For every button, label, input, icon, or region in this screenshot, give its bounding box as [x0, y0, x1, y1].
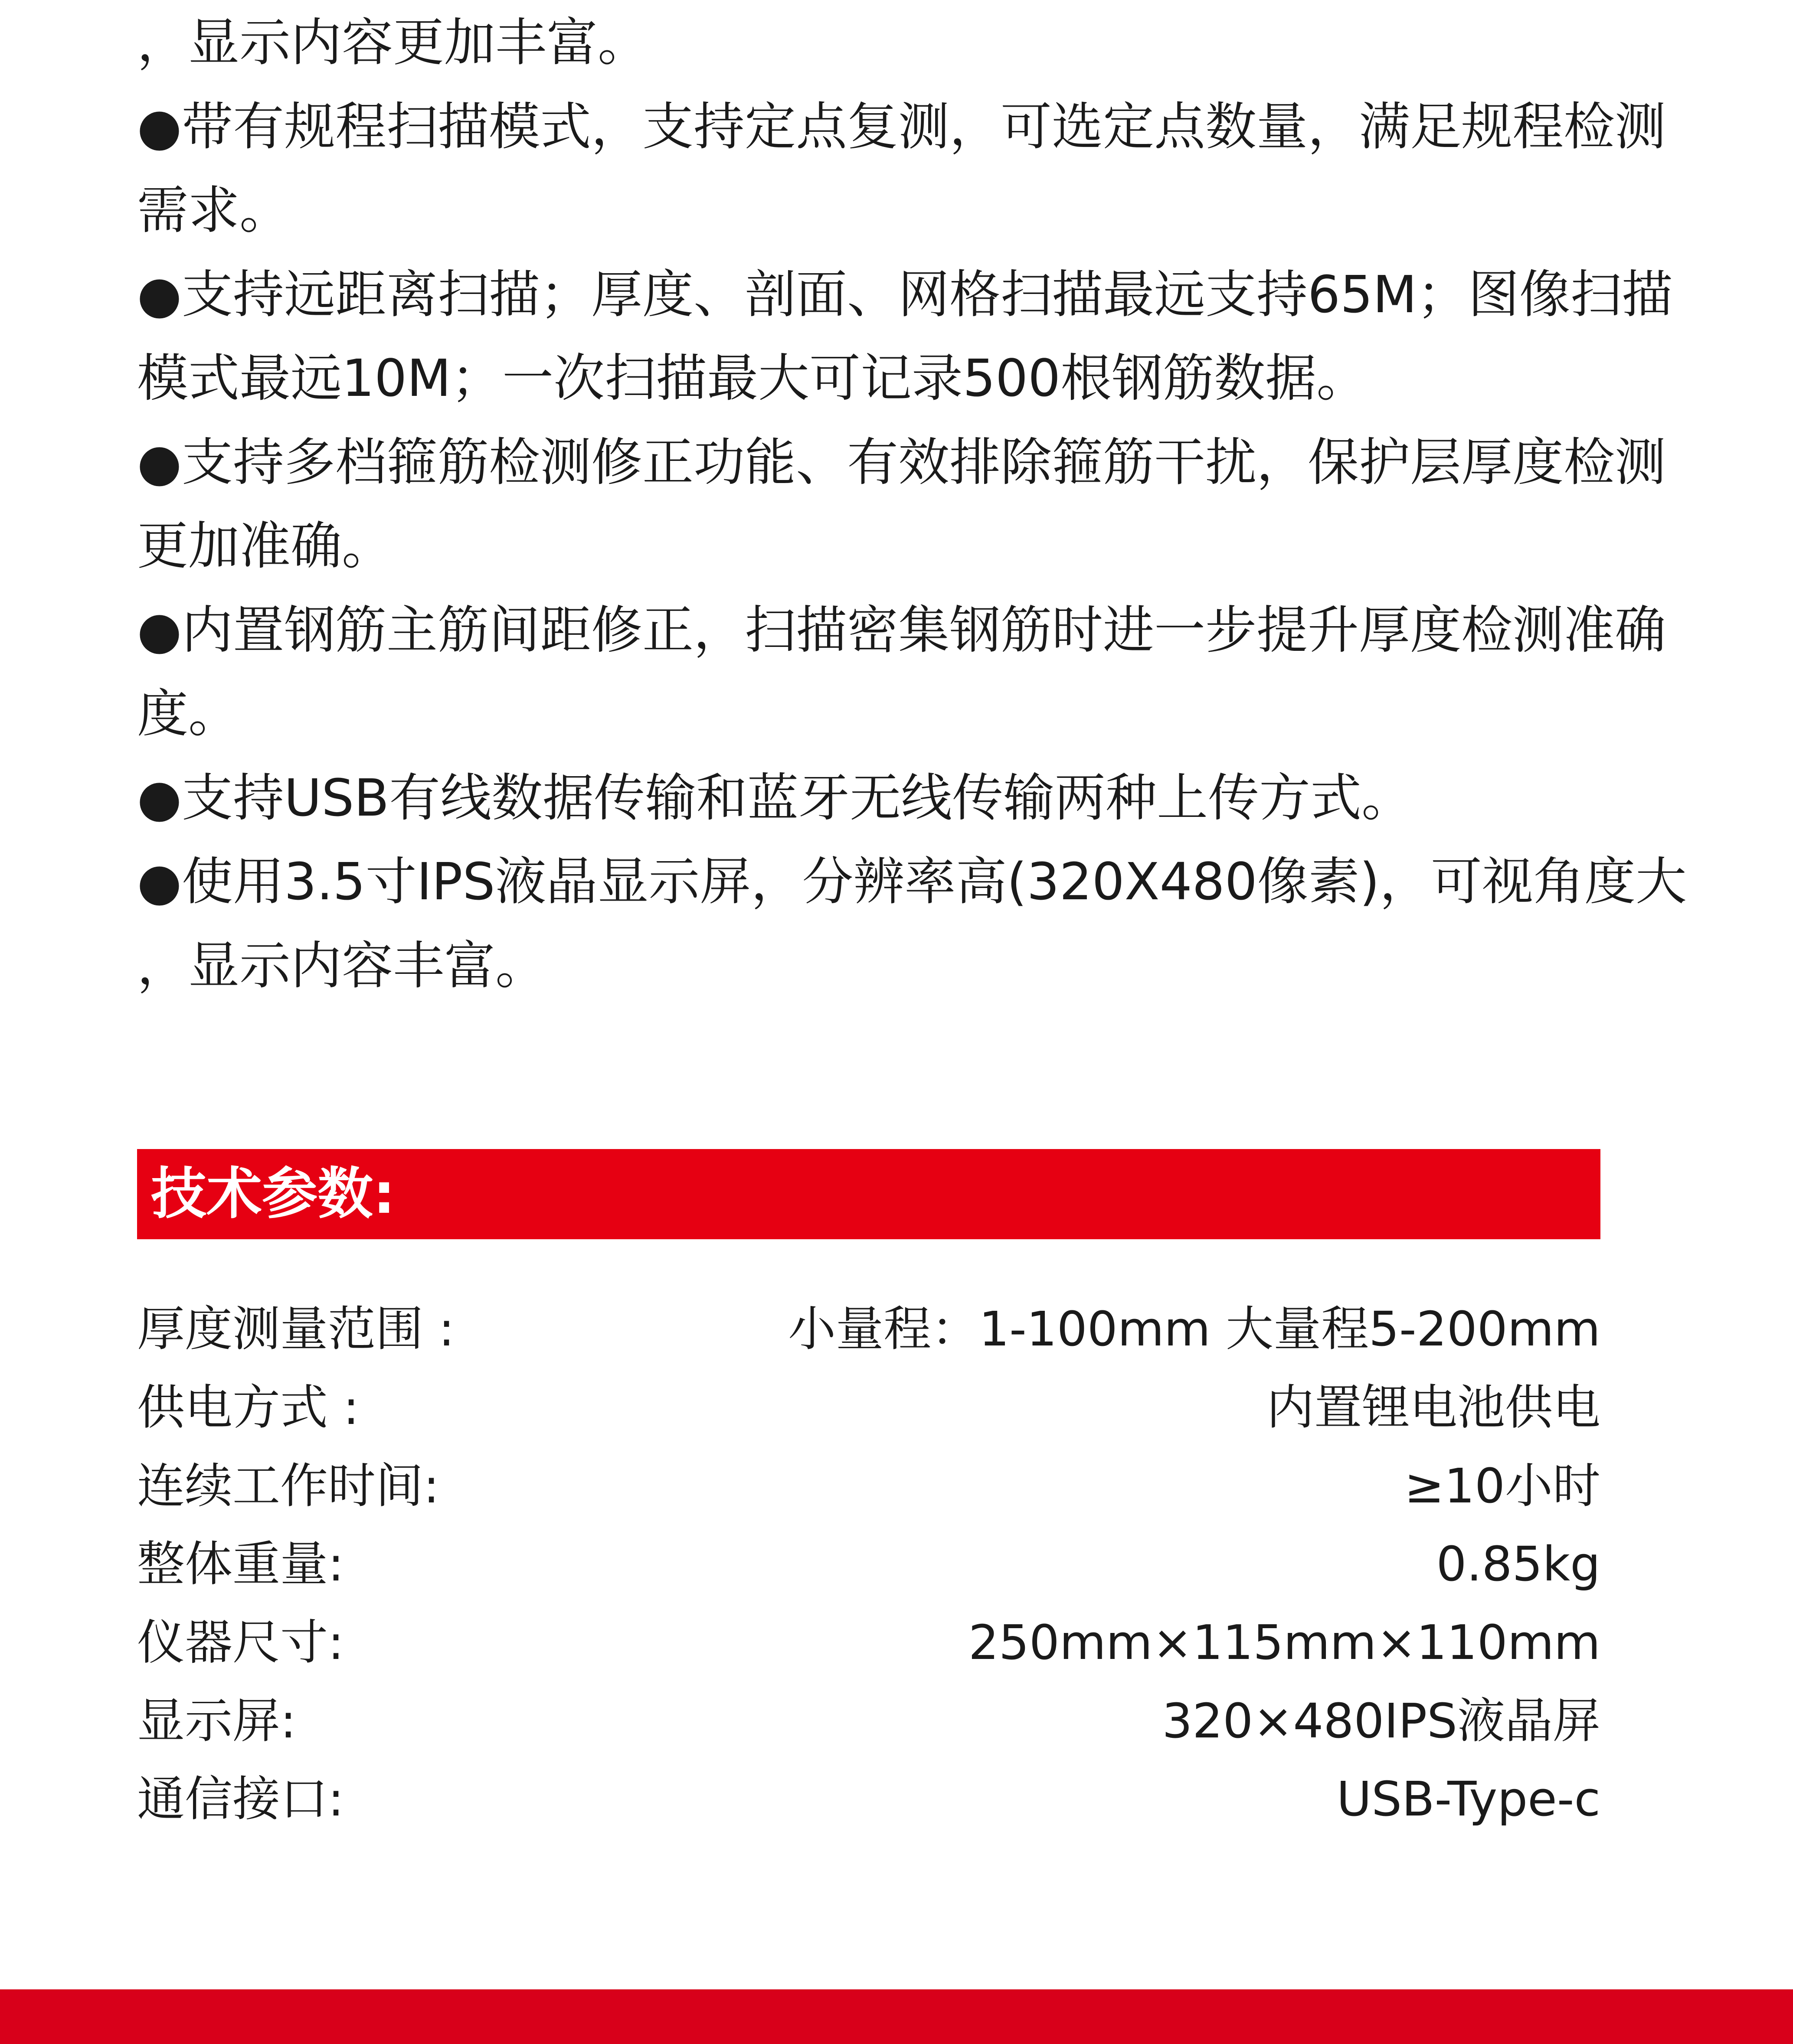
- spec-value: 内置锂电池供电: [1266, 1380, 1600, 1435]
- specs-title: 技术参数:: [151, 1162, 396, 1226]
- spec-row-dimensions: [137, 1610, 1600, 1675]
- spec-label: 供电方式 :: [137, 1380, 360, 1435]
- feature-line: 需求。: [137, 180, 291, 240]
- spec-row-weight: [137, 1531, 1600, 1597]
- feature-line: ●内置钢筋主筋间距修正，扫描密集钢筋时进一步提升厚度检测准确: [137, 600, 1666, 660]
- spec-value: 0.85kg: [1436, 1536, 1600, 1592]
- spec-row-thickness: [137, 1296, 1600, 1362]
- feature-line: 更加准确。: [137, 516, 393, 576]
- feature-line: 度。: [137, 684, 240, 744]
- spec-label: 仪器尺寸:: [137, 1615, 344, 1670]
- spec-value: 小量程：1-100mm 大量程5-200mm: [788, 1301, 1600, 1357]
- spec-value: 320×480IPS液晶屏: [1162, 1693, 1600, 1749]
- specs-header: [137, 1149, 1600, 1239]
- feature-line: ●支持远距离扫描；厚度、剖面、网格扫描最远支持65M；图像扫描: [137, 264, 1673, 324]
- feature-line: ，显示内容丰富。: [137, 936, 547, 996]
- feature-line: ●带有规程扫描模式，支持定点复测，可选定点数量，满足规程检测: [137, 97, 1666, 157]
- spec-value: ≥10小时: [1404, 1458, 1600, 1514]
- spec-row-power: [137, 1375, 1600, 1440]
- spec-value: USB-Type-c: [1336, 1771, 1600, 1827]
- feature-line: ●使用3.5寸IPS液晶显示屏，分辨率高(320X480像素)，可视角度大: [137, 852, 1687, 911]
- spec-label: 连续工作时间:: [137, 1458, 440, 1514]
- spec-value: 250mm×115mm×110mm: [968, 1615, 1600, 1670]
- spec-label: 通信接口:: [137, 1771, 344, 1827]
- spec-label: 整体重量:: [137, 1536, 344, 1592]
- footer-bar: [0, 1989, 1793, 2044]
- spec-row-interface: [137, 1766, 1600, 1832]
- spec-row-runtime: [137, 1453, 1600, 1518]
- spec-label: 厚度测量范围 :: [137, 1301, 455, 1357]
- feature-line: ，显示内容更加丰富。: [137, 13, 649, 72]
- feature-line: ●支持USB有线数据传输和蓝牙无线传输两种上传方式。: [137, 768, 1413, 828]
- spec-row-display: [137, 1688, 1600, 1753]
- feature-line: ●支持多档箍筋检测修正功能、有效排除箍筋干扰，保护层厚度检测: [137, 432, 1666, 492]
- spec-label: 显示屏:: [137, 1693, 297, 1749]
- feature-line: 模式最远10M；一次扫描最大可记录500根钢筋数据。: [137, 348, 1368, 408]
